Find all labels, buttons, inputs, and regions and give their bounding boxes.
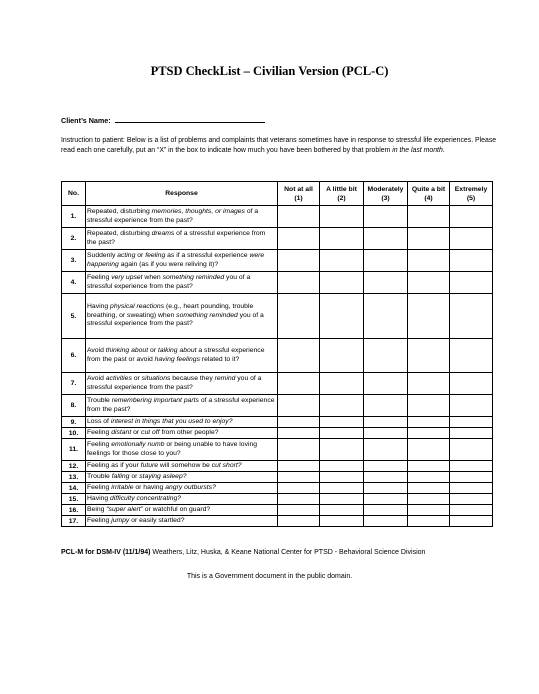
item-text: Having <box>87 494 111 502</box>
rating-box[interactable] <box>320 472 364 483</box>
rating-box[interactable] <box>320 505 364 516</box>
rating-box[interactable] <box>320 483 364 494</box>
rating-box[interactable] <box>450 206 493 228</box>
item-emphasis: physical reactions <box>110 303 165 311</box>
item-text: as if a stressful experience <box>165 251 250 259</box>
rating-box[interactable] <box>364 483 408 494</box>
rating-box[interactable] <box>278 439 320 461</box>
item-text: Feeling <box>87 428 112 436</box>
table-row <box>62 373 493 395</box>
rating-box[interactable] <box>408 373 450 395</box>
item-text: Feeling <box>87 273 112 281</box>
rating-box[interactable] <box>278 250 320 272</box>
item-emphasis: falling <box>111 472 130 480</box>
rating-box[interactable] <box>364 339 408 373</box>
item-number: 4. <box>62 272 86 294</box>
public-domain-note: This is a Government document in the public domain. <box>186 573 353 580</box>
rating-box[interactable] <box>364 228 408 250</box>
item-text: Feeling <box>87 516 112 524</box>
item-number: 15. <box>62 494 86 505</box>
rating-box[interactable] <box>364 494 408 505</box>
column-header-option <box>450 182 493 206</box>
rating-box[interactable] <box>408 395 450 417</box>
table-row <box>62 395 493 417</box>
table-row <box>62 417 493 428</box>
item-text: or having <box>133 483 166 491</box>
rating-box[interactable] <box>364 472 408 483</box>
rating-box[interactable] <box>320 461 364 472</box>
item-emphasis: were happening <box>87 251 265 268</box>
table-row <box>62 339 493 373</box>
item-number: 10. <box>62 428 86 439</box>
item-emphasis: very upset <box>111 273 143 281</box>
client-name-label: Client’s Name: <box>61 116 111 125</box>
item-text: because they <box>170 374 215 382</box>
item-number: 2. <box>62 228 86 250</box>
rating-box[interactable] <box>450 228 493 250</box>
item-response <box>86 428 278 439</box>
column-header-option <box>364 182 408 206</box>
item-emphasis: “super alert” <box>106 505 143 513</box>
rating-box[interactable] <box>278 228 320 250</box>
instructions-end: . <box>442 147 445 154</box>
item-emphasis: activities <box>105 374 132 382</box>
rating-box[interactable] <box>278 417 320 428</box>
item-emphasis: cut off <box>141 428 160 436</box>
rating-box[interactable] <box>450 250 493 272</box>
rating-box[interactable] <box>278 339 320 373</box>
citation-bold: PCL-M for DSM-IV (11/1/94) <box>61 549 151 556</box>
item-emphasis: memories, thoughts, or images <box>151 207 245 215</box>
rating-box[interactable] <box>364 294 408 339</box>
item-number: 3. <box>62 250 86 272</box>
rating-box[interactable] <box>364 439 408 461</box>
item-text: Feeling <box>87 440 112 448</box>
rating-box[interactable] <box>450 472 493 483</box>
table-row <box>62 439 493 461</box>
item-emphasis: distant <box>111 428 132 436</box>
rating-box[interactable] <box>364 516 408 527</box>
item-text: or watchful on guard? <box>142 505 211 513</box>
option-value: (3) <box>381 194 390 202</box>
rating-box[interactable] <box>408 417 450 428</box>
table-row <box>62 272 493 294</box>
item-number: 13. <box>62 472 86 483</box>
instructions-text: Instruction to patient: Below is a list of problems and complaints that veterans sometimes have in response to stressful life experiences. Please read each one carefully, put an “X” in the box to indicate how much you have been bothered by that problem <box>61 137 497 154</box>
item-number: 1. <box>62 206 86 228</box>
rating-box[interactable] <box>408 272 450 294</box>
item-text: or easily startled? <box>129 516 185 524</box>
rating-box[interactable] <box>408 206 450 228</box>
column-header-response: Response <box>86 182 278 206</box>
rating-box[interactable] <box>364 395 408 417</box>
item-number: 6. <box>62 339 86 373</box>
client-name-row <box>61 115 265 125</box>
item-response <box>86 272 278 294</box>
table-row <box>62 505 493 516</box>
rating-box[interactable] <box>408 483 450 494</box>
item-text: of a stressful experience from the past? <box>87 229 266 246</box>
rating-box[interactable] <box>408 428 450 439</box>
item-text: Trouble <box>87 396 112 404</box>
form-title: PTSD CheckList – Civilian Version (PCL-C) <box>150 64 389 78</box>
item-text: Having <box>87 303 111 311</box>
rating-box[interactable] <box>408 294 450 339</box>
table-row <box>62 428 493 439</box>
rating-box[interactable] <box>450 494 493 505</box>
item-response <box>86 228 278 250</box>
column-header-no: No. <box>62 182 86 206</box>
rating-box[interactable] <box>278 272 320 294</box>
rating-box[interactable] <box>450 294 493 339</box>
rating-box[interactable] <box>450 516 493 527</box>
item-response <box>86 206 278 228</box>
rating-box[interactable] <box>450 439 493 461</box>
item-text: Suddenly <box>87 251 118 259</box>
citation-text: Weathers, Litz, Huska, & Keane National Center for PTSD - Behavioral Science Division <box>150 549 426 556</box>
item-text: Repeated, disturbing <box>87 207 152 215</box>
item-text: Avoid <box>87 346 106 354</box>
item-emphasis: interest in things that you used to enjoy? <box>110 417 233 425</box>
rating-box[interactable] <box>320 494 364 505</box>
item-text: you of a stressful experience from the past? <box>87 273 251 290</box>
item-response <box>86 516 278 527</box>
item-text: of a stressful experience from the past? <box>87 396 275 413</box>
item-text: (e.g., heart pounding, trouble breathing, or sweating) when <box>87 303 254 319</box>
item-number: 7. <box>62 373 86 395</box>
item-emphasis: dreams <box>151 229 175 237</box>
item-response <box>86 494 278 505</box>
item-response <box>86 505 278 516</box>
rating-box[interactable] <box>364 461 408 472</box>
rating-box[interactable] <box>278 494 320 505</box>
item-emphasis: remind <box>214 374 236 382</box>
rating-box[interactable] <box>364 250 408 272</box>
item-emphasis: jumpy <box>111 516 130 524</box>
item-number: 8. <box>62 395 86 417</box>
item-number: 17. <box>62 516 86 527</box>
item-emphasis: situations <box>141 374 171 382</box>
item-text: will somehow be <box>158 461 212 469</box>
rating-box[interactable] <box>364 428 408 439</box>
item-response <box>86 395 278 417</box>
item-emphasis: talking about <box>157 346 197 354</box>
rating-box[interactable] <box>278 472 320 483</box>
item-emphasis: something reminded <box>162 273 225 281</box>
table-row <box>62 461 493 472</box>
table-row <box>62 206 493 228</box>
rating-box[interactable] <box>320 428 364 439</box>
table-row <box>62 250 493 272</box>
option-label: Not at all <box>284 185 313 193</box>
instructions <box>61 136 497 156</box>
item-emphasis: cut short? <box>211 461 242 469</box>
item-number: 11. <box>62 439 86 461</box>
option-value: (2) <box>337 194 346 202</box>
rating-box[interactable] <box>408 250 450 272</box>
table-row <box>62 228 493 250</box>
item-text: related to it? <box>199 355 240 363</box>
rating-box[interactable] <box>450 339 493 373</box>
rating-box[interactable] <box>278 505 320 516</box>
rating-box[interactable] <box>364 505 408 516</box>
rating-box[interactable] <box>450 417 493 428</box>
item-number: 5. <box>62 294 86 339</box>
rating-box[interactable] <box>320 228 364 250</box>
checklist-table <box>61 181 493 527</box>
option-label: Extremely <box>454 185 488 193</box>
option-value: (1) <box>294 194 303 202</box>
item-response <box>86 483 278 494</box>
rating-box[interactable] <box>278 428 320 439</box>
item-text: or <box>148 346 158 354</box>
rating-box[interactable] <box>450 272 493 294</box>
item-text: when <box>142 273 163 281</box>
item-text: or <box>129 472 140 480</box>
item-text: or <box>135 251 146 259</box>
rating-box[interactable] <box>320 272 364 294</box>
option-label: Quite a bit <box>411 185 446 193</box>
item-emphasis: staying asleep? <box>139 472 187 480</box>
rating-box[interactable] <box>408 472 450 483</box>
table-row <box>62 516 493 527</box>
item-emphasis: feeling <box>145 251 166 259</box>
rating-box[interactable] <box>408 516 450 527</box>
rating-box[interactable] <box>278 461 320 472</box>
item-text: Feeling as if your <box>87 461 141 469</box>
option-label: Moderately <box>367 185 404 193</box>
rating-box[interactable] <box>320 373 364 395</box>
table-header-row <box>62 182 493 206</box>
item-text: of a stressful experience from the past? <box>87 207 259 224</box>
rating-box[interactable] <box>278 483 320 494</box>
item-number: 14. <box>62 483 86 494</box>
rating-box[interactable] <box>278 294 320 339</box>
rating-box[interactable] <box>278 516 320 527</box>
column-header-option <box>408 182 450 206</box>
rating-box[interactable] <box>408 494 450 505</box>
rating-box[interactable] <box>364 272 408 294</box>
rating-box[interactable] <box>320 206 364 228</box>
rating-box[interactable] <box>278 373 320 395</box>
item-text: Trouble <box>87 472 112 480</box>
table-row <box>62 294 493 339</box>
rating-box[interactable] <box>408 461 450 472</box>
rating-box[interactable] <box>320 294 364 339</box>
item-response <box>86 439 278 461</box>
item-emphasis: future <box>140 461 159 469</box>
item-emphasis: thinking about <box>105 346 149 354</box>
item-emphasis: something reminded <box>176 311 238 319</box>
item-number: 12. <box>62 461 86 472</box>
column-header-option <box>320 182 364 206</box>
item-number: 9. <box>62 417 86 428</box>
option-value: (5) <box>466 194 476 202</box>
rating-box[interactable] <box>364 373 408 395</box>
rating-box[interactable] <box>450 505 493 516</box>
rating-box[interactable] <box>320 439 364 461</box>
rating-box[interactable] <box>320 339 364 373</box>
item-response <box>86 461 278 472</box>
item-text: or <box>131 428 142 436</box>
option-label: A little bit <box>326 185 357 193</box>
rating-box[interactable] <box>320 516 364 527</box>
item-text: Loss of <box>87 417 111 425</box>
item-text: Feeling <box>87 483 112 491</box>
item-response <box>86 373 278 395</box>
item-emphasis: remembering important parts <box>111 396 199 404</box>
citation <box>61 549 425 556</box>
item-emphasis: emotionally numb <box>111 440 165 448</box>
item-emphasis: irritable <box>111 483 134 491</box>
item-text: from other people? <box>159 428 219 436</box>
rating-box[interactable] <box>320 250 364 272</box>
rating-box[interactable] <box>450 395 493 417</box>
item-text: or being unable to have loving feelings for those close to you? <box>87 440 258 457</box>
item-emphasis: difficulty concentrating? <box>110 494 182 502</box>
item-text: you of a stressful experience from the past? <box>87 311 264 328</box>
item-text: a stressful experience from the past or avoid <box>87 346 265 363</box>
item-emphasis: acting <box>117 251 136 259</box>
rating-box[interactable] <box>408 228 450 250</box>
rating-box[interactable] <box>278 395 320 417</box>
item-response <box>86 472 278 483</box>
table-row <box>62 494 493 505</box>
item-response <box>86 339 278 373</box>
item-text: again (as if you were reliving it)? <box>118 260 219 268</box>
item-emphasis: having feelings <box>154 355 200 363</box>
rating-box[interactable] <box>408 505 450 516</box>
item-text: you of a stressful experience from the past? <box>87 374 262 391</box>
option-value: (4) <box>424 194 433 202</box>
rating-box[interactable] <box>450 483 493 494</box>
rating-box[interactable] <box>278 206 320 228</box>
item-emphasis: angry outbursts? <box>165 483 216 491</box>
item-response <box>86 250 278 272</box>
item-response <box>86 417 278 428</box>
item-text: or <box>131 374 142 382</box>
rating-box[interactable] <box>408 339 450 373</box>
table-row <box>62 483 493 494</box>
rating-box[interactable] <box>364 417 408 428</box>
rating-box[interactable] <box>450 428 493 439</box>
rating-box[interactable] <box>450 461 493 472</box>
column-header-option <box>278 182 320 206</box>
client-name-field[interactable] <box>115 115 265 123</box>
item-text: Repeated, disturbing <box>87 229 152 237</box>
rating-box[interactable] <box>450 373 493 395</box>
item-response <box>86 294 278 339</box>
item-text: Being <box>87 505 107 513</box>
item-number: 16. <box>62 505 86 516</box>
rating-box[interactable] <box>320 395 364 417</box>
rating-box[interactable] <box>408 439 450 461</box>
item-text: Avoid <box>87 374 106 382</box>
rating-box[interactable] <box>364 206 408 228</box>
rating-box[interactable] <box>320 417 364 428</box>
table-row <box>62 472 493 483</box>
instructions-emphasis: in the last month <box>392 147 443 154</box>
